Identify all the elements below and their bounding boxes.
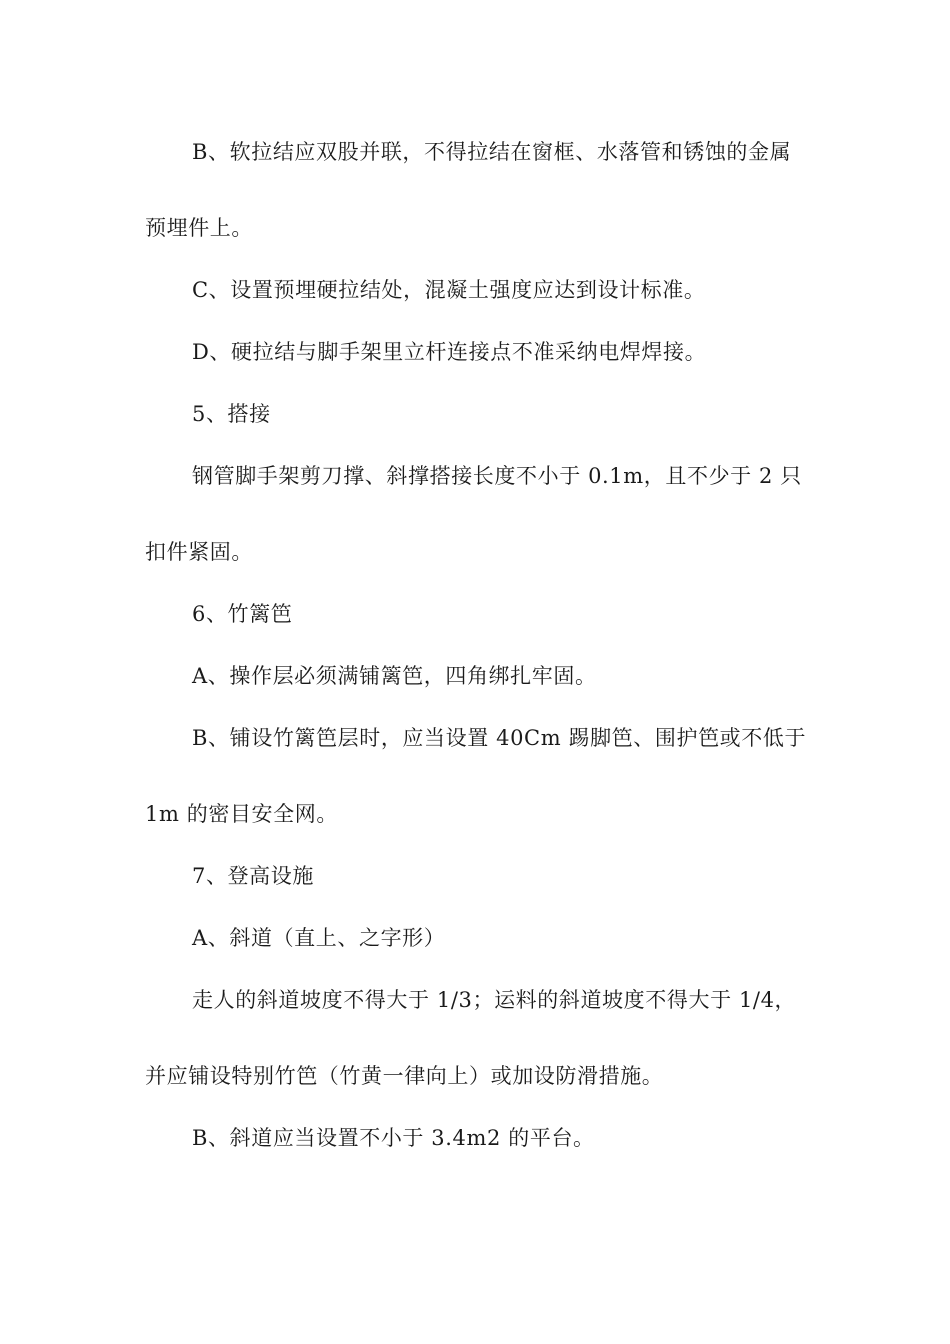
section-heading: 6、竹篱笆 xyxy=(192,602,293,626)
paragraph-line: B、铺设竹篱笆层时，应当设置 40Cm 踢脚笆、围护笆或不低于 xyxy=(192,726,807,750)
section-heading: 7、登高设施 xyxy=(192,864,314,888)
paragraph-line: 并应铺设特别竹笆（竹黄一律向上）或加设防滑措施。 xyxy=(145,1064,664,1088)
paragraph-line: D、硬拉结与脚手架里立杆连接点不准采纳电焊焊接。 xyxy=(192,340,707,364)
section-heading: 5、搭接 xyxy=(192,402,271,426)
paragraph-line: 扣件紧固。 xyxy=(145,540,253,564)
paragraph-line: B、软拉结应双股并联，不得拉结在窗框、水落管和锈蚀的金属 xyxy=(192,140,792,164)
paragraph-line: 预埋件上。 xyxy=(145,216,253,240)
paragraph-line: A、斜道（直上、之字形） xyxy=(192,926,446,950)
paragraph-line: C、设置预埋硬拉结处，混凝土强度应达到设计标准。 xyxy=(192,278,706,302)
paragraph-line: 钢管脚手架剪刀撑、斜撑搭接长度不小于 0.1m，且不少于 2 只 xyxy=(192,464,802,488)
paragraph-line: 走人的斜道坡度不得大于 1/3；运料的斜道坡度不得大于 1/4， xyxy=(192,988,797,1012)
paragraph-line: A、操作层必须满铺篱笆，四角绑扎牢固。 xyxy=(192,664,597,688)
paragraph-line: B、斜道应当设置不小于 3.4m2 的平台。 xyxy=(192,1126,595,1150)
paragraph-line: 1m 的密目安全网。 xyxy=(145,802,338,826)
